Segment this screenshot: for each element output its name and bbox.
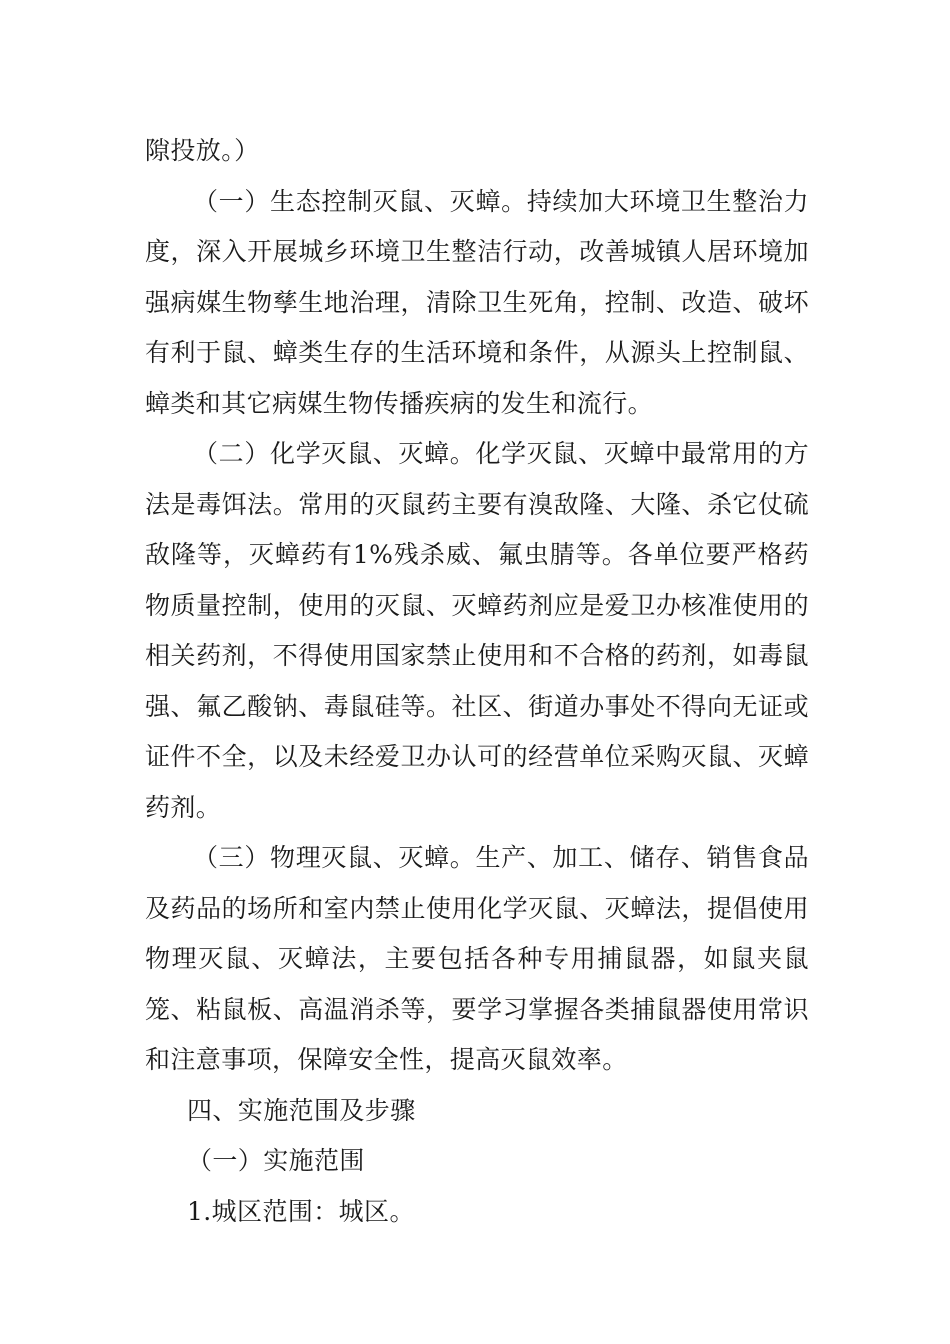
list-item-urban-scope: 1.城区范围：城区。 [187, 1196, 415, 1226]
paragraph-continuation: 隙投放。） [145, 136, 260, 165]
paragraph-chemical-control: （二）化学灭鼠、灭蟑。化学灭鼠、灭蟑中最常用的方法是毒饵法。常用的灭鼠药主要有溴敌隆、大隆、杀它仗硫敌隆等，灭蟑药有1%残杀威、氟虫腈等。各单位要严格药物质量控制，使用的灭鼠、灭蟑药剂应是爱卫办核准使用的相关药剂，不得使用国家禁止使用和不合格的药剂，如毒鼠强、氟乙酸钠、毒鼠硅等。社区、街道办事处不得向无证或证件不全，以及未经爱卫办认可的经营单位采购灭鼠、灭蟑药剂。 [145, 439, 809, 822]
section-heading: 四、实施范围及步骤 [187, 1095, 416, 1125]
sub-heading: （一）实施范围 [187, 1146, 365, 1175]
document-body [145, 126, 809, 1237]
paragraph-physical-control: （三）物理灭鼠、灭蟑。生产、加工、储存、销售食品及药品的场所和室内禁止使用化学灭鼠、灭蟑法，提倡使用物理灭鼠、灭蟑法，主要包括各种专用捕鼠器，如鼠夹鼠笼、粘鼠板、高温消杀等，要学习掌握各类捕鼠器使用常识和注意事项，保障安全性，提高灭鼠效率。 [145, 843, 809, 1074]
paragraph-ecological-control: （一）生态控制灭鼠、灭蟑。持续加大环境卫生整治力度，深入开展城乡环境卫生整洁行动，改善城镇人居环境加强病媒生物孳生地治理，清除卫生死角，控制、改造、破坏有利于鼠、蟑类生存的生活环境和条件，从源头上控制鼠、蟑类和其它病媒生物传播疾病的发生和流行。 [145, 186, 809, 418]
